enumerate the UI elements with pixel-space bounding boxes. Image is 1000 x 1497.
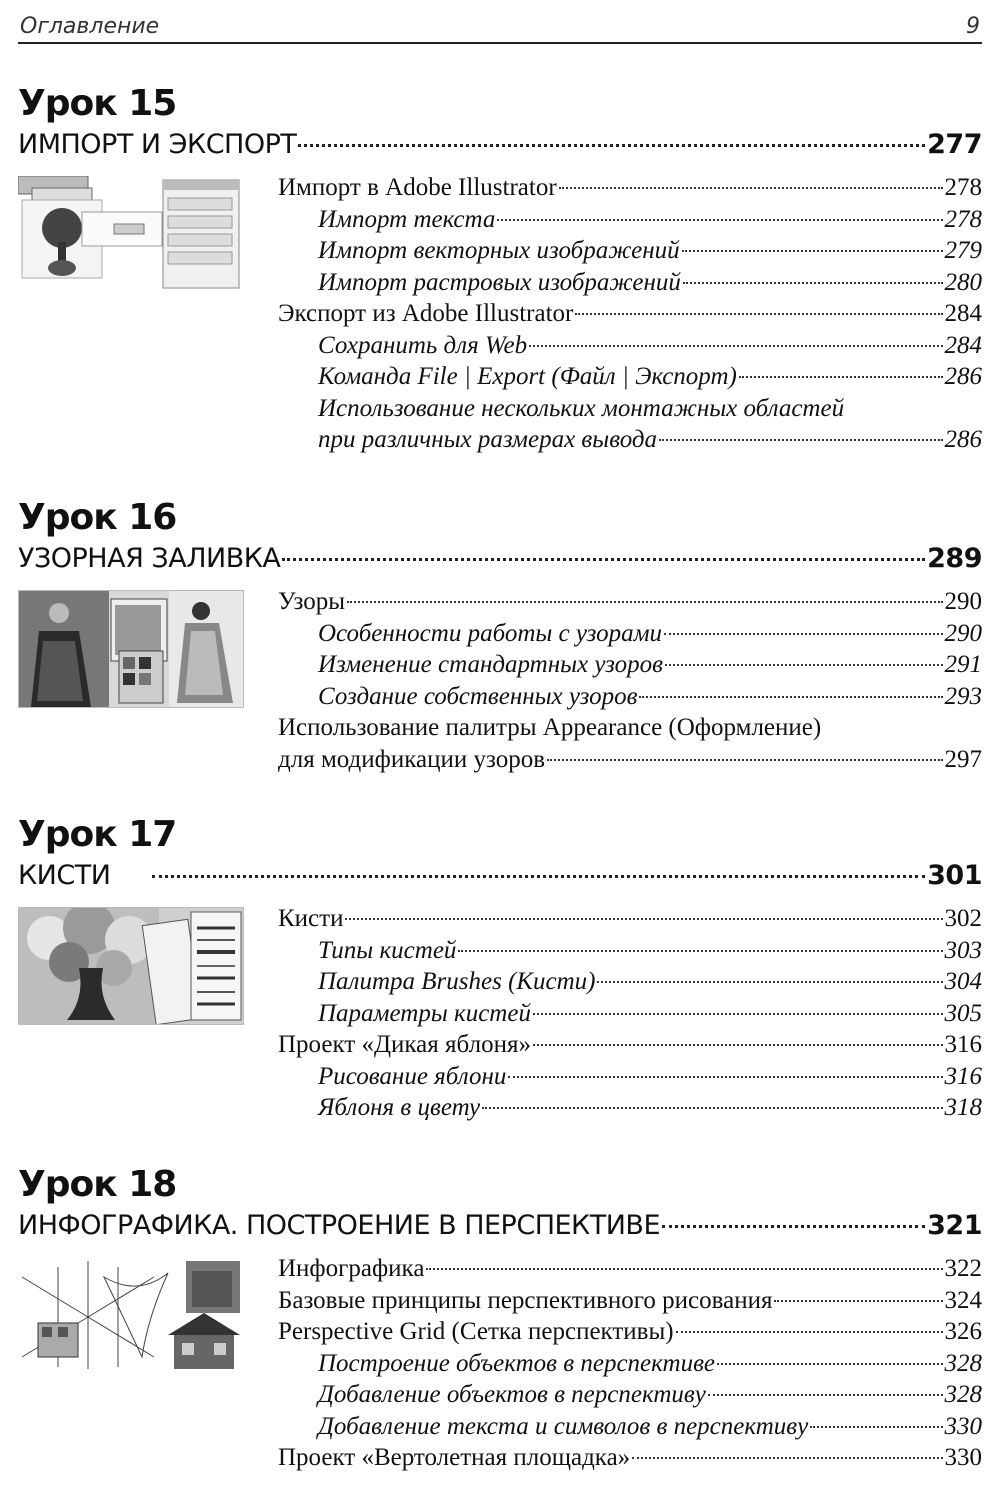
toc-subentry[interactable] [278,998,982,1030]
leader-dots [664,633,942,635]
lesson-page: 321 [927,1210,982,1241]
toc-subentry[interactable] [278,1411,982,1443]
entry-title: Проект «Вертолетная площадка» [278,1444,631,1471]
entry-title: Проект «Дикая яблоня» [278,1031,531,1058]
leader-dots [426,1268,942,1270]
toc-subentry[interactable] [278,330,982,362]
entry-title: Параметры кистей [318,999,531,1027]
lesson-title: УЗОРНАЯ ЗАЛИВКА [18,543,281,574]
entry-title: Особенности работы с узорами [318,619,663,647]
leader-dots [665,664,943,666]
toc-entry[interactable] [278,298,982,330]
toc-subentry[interactable] [278,361,982,393]
leader-dots [559,187,943,189]
entry-title: Изменение стандартных узоров [318,651,663,678]
leader-dots [659,439,942,441]
entry-page: 330 [944,1412,982,1440]
lesson-16 [18,496,982,775]
lesson-title-row[interactable] [18,126,982,164]
entry-title: Использование палитры Appearance (Оформление) [278,714,822,741]
entry-page: 302 [944,905,982,932]
toc-entry[interactable] [278,1285,982,1317]
entry-page: 304 [944,968,982,995]
lesson-body [18,1253,982,1474]
leader-dots [632,1457,942,1459]
entry-page: 328 [944,1349,982,1377]
toc-entry[interactable] [278,1316,982,1348]
entry-title: Импорт текста [318,205,496,233]
leader-dots [529,345,942,347]
leader-dots [810,1426,942,1428]
leader-dots [739,376,943,378]
leader-dots [497,219,942,221]
entry-page: 328 [944,1381,982,1408]
entry-title: Сохранить для Web [318,331,528,359]
lesson-heading: Урок 16 [18,497,177,538]
toc-entry[interactable] [278,172,982,204]
entries [278,172,982,456]
toc-entry[interactable] [278,1442,982,1474]
entry-page: 324 [944,1286,982,1314]
toc-subentry[interactable] [278,681,982,713]
entry-title: Создание собственных узоров [318,682,638,710]
leader-dots [682,250,943,252]
entry-title: Базовые принципы перспективного рисования [278,1286,773,1314]
leader-dots [508,1076,942,1078]
entry-title: Использование нескольких монтажных областей [318,394,845,422]
entry-page: 318 [944,1094,982,1121]
entry-page: 303 [944,936,982,964]
toc-subentry[interactable] [278,267,982,299]
entry-page: 293 [944,682,982,710]
toc-subentry[interactable] [278,1092,982,1124]
entry-title: при различных размерах вывода [318,426,658,453]
toc-subentry[interactable] [278,649,982,681]
lesson-title: ИМПОРТ И ЭКСПОРТ [18,129,297,160]
lesson-illustration [18,1257,242,1373]
entry-title: Импорт растровых изображений [318,268,681,296]
leader-dots [547,759,942,761]
entry-title: Добавление объектов в перспективу [318,1381,706,1408]
lesson-heading: Урок 18 [18,1164,177,1205]
entry-title: Импорт в Adobe Illustrator [278,174,557,201]
toc-subentry[interactable] [278,966,982,998]
toc-entry[interactable] [278,903,982,935]
toc-subentry[interactable] [278,204,982,236]
leader-dots [774,1300,942,1302]
entry-title: Палитра Brushes (Кисти) [318,968,596,995]
lesson-17 [18,813,982,1124]
lesson-illustration [18,176,242,292]
toc-entry[interactable] [278,1253,982,1285]
entry-page: 305 [944,999,982,1027]
entry-page: 291 [944,651,982,678]
entry-page: 286 [944,426,982,453]
leader-dots [662,1225,925,1228]
entries [278,1253,982,1474]
leader-dots [345,918,942,920]
lesson-illustration [18,907,244,1025]
lesson-body [18,903,982,1124]
entry-page: 330 [944,1444,982,1471]
leader-dots [152,875,925,878]
section-title: Оглавление [20,14,160,39]
toc-subentry[interactable] [278,235,982,267]
leader-dots [575,313,942,315]
entry-page: 284 [944,331,982,359]
entry-page: 326 [944,1318,982,1345]
entry-page: 279 [944,237,982,264]
toc-entry[interactable] [278,1029,982,1061]
leader-dots [298,144,925,147]
page-number: 9 [966,14,980,39]
lesson-illustration [18,590,244,708]
lesson-18 [18,1163,982,1474]
entry-title: Команда File | Export (Файл | Экспорт) [318,363,737,390]
toc-subentry[interactable] [278,393,982,425]
entry-title: Инфографика [278,1255,425,1282]
toc-subentry[interactable] [278,1348,982,1380]
toc-entry[interactable] [278,744,982,776]
entries [278,903,982,1124]
lesson-title-row[interactable] [18,1207,982,1245]
lesson-heading: Урок 15 [18,83,177,124]
lesson-body [18,586,982,775]
lesson-title: КИСТИ [18,860,111,891]
leader-dots [347,601,942,603]
entry-page: 280 [944,268,982,296]
lesson-page: 301 [927,860,982,891]
entry-title: для модификации узоров [278,745,546,773]
leader-dots [533,1044,943,1046]
leader-dots [708,1394,943,1396]
leader-dots [717,1363,942,1365]
entries [278,586,982,775]
toc-entry[interactable] [278,712,982,744]
leader-dots [482,1107,942,1109]
toc-subentry[interactable] [278,1061,982,1093]
lesson-15 [18,82,982,456]
entry-title: Добавление текста и символов в перспективу [318,1412,809,1440]
entry-page: 290 [944,588,982,615]
entry-title: Узоры [278,588,346,615]
toc-subentry[interactable] [278,618,982,650]
leader-dots [458,950,942,952]
lesson-body [18,172,982,456]
entry-page: 316 [944,1031,982,1058]
lesson-title-row[interactable] [18,857,982,895]
entry-page: 290 [944,619,982,647]
running-header [18,12,982,44]
entry-page: 297 [944,745,982,773]
entry-title: Кисти [278,905,344,932]
entry-title: Яблоня в цвету [318,1094,481,1121]
entry-title: Рисование яблони [318,1062,507,1090]
entry-page: 316 [944,1062,982,1090]
lesson-page: 289 [927,543,982,574]
leader-dots [676,1331,943,1333]
toc-subentry[interactable] [278,935,982,967]
entry-title: Экспорт из Adobe Illustrator [278,300,574,327]
toc-subentry[interactable] [278,424,982,456]
entry-page: 322 [944,1255,982,1282]
toc-entry[interactable] [278,586,982,618]
leader-dots [597,981,942,983]
entry-title: Построение объектов в перспективе [318,1349,716,1377]
entry-title: Perspective Grid (Сетка перспективы) [278,1318,674,1345]
entry-page: 286 [944,363,982,390]
toc-subentry[interactable] [278,1379,982,1411]
entry-page: 284 [944,300,982,327]
entry-title: Типы кистей [318,936,457,964]
leader-dots [639,696,942,698]
entry-title: Импорт векторных изображений [318,237,680,264]
leader-dots [533,1013,943,1015]
lesson-heading: Урок 17 [18,814,177,855]
leader-dots [683,282,943,284]
lesson-page: 277 [927,129,982,160]
entry-page: 278 [944,205,982,233]
leader-dots [282,558,925,561]
lesson-title-row[interactable] [18,540,982,578]
entry-page: 278 [944,174,982,201]
lesson-title: ИНФОГРАФИКА. ПОСТРОЕНИЕ В ПЕРСПЕКТИВЕ [18,1210,660,1241]
